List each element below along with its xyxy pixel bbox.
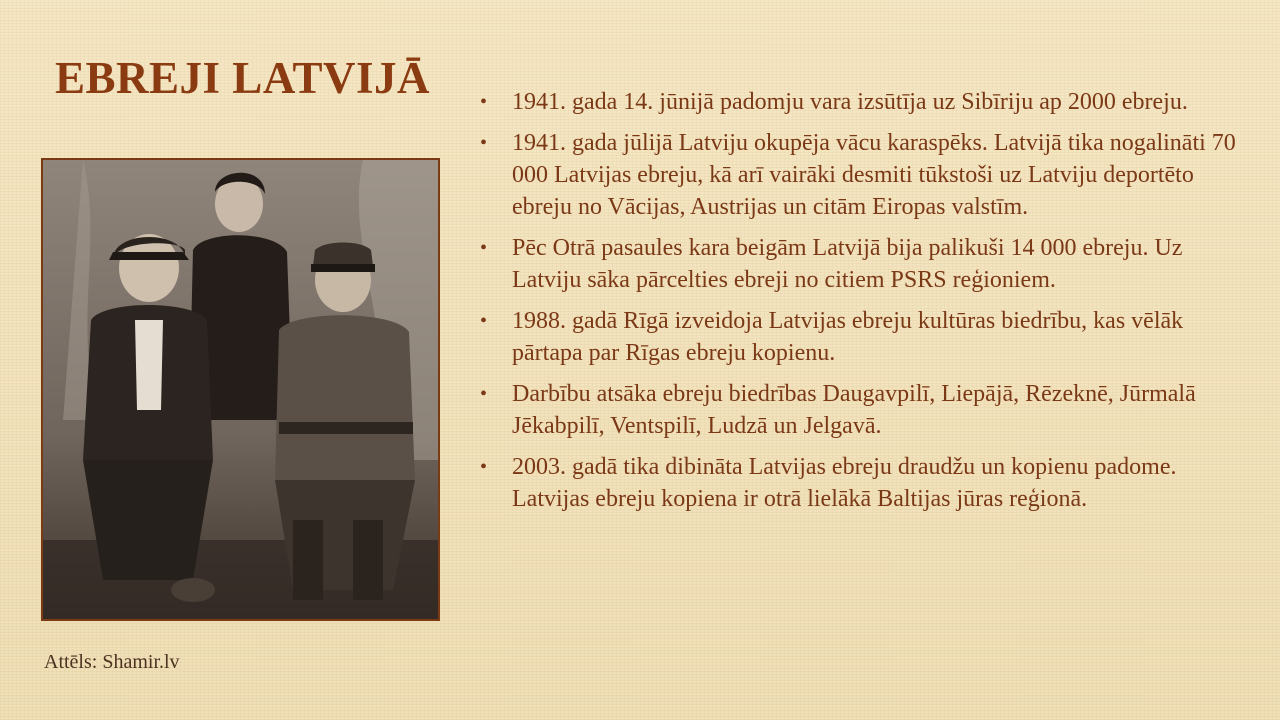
bullet-icon: • bbox=[480, 456, 488, 478]
bullet-item bbox=[478, 378, 1238, 442]
slide-title: EBREJI LATVIJĀ bbox=[55, 53, 430, 103]
bullet-icon: • bbox=[480, 132, 488, 154]
bullet-icon: • bbox=[480, 237, 488, 259]
bullet-list bbox=[478, 86, 1238, 524]
bullet-item bbox=[478, 127, 1238, 223]
bullet-text: 1941. gada 14. jūnijā padomju vara izsūtīja uz Sibīriju ap 2000 ebreju. bbox=[512, 89, 1188, 115]
historical-photo bbox=[41, 158, 440, 621]
bullet-text: 1988. gadā Rīgā izveidoja Latvijas ebreju kultūras biedrību, kas vēlāk pārtapa par Rīgas ebreju kopienu. bbox=[512, 308, 1184, 366]
bullet-icon: • bbox=[480, 383, 488, 405]
photo-image bbox=[43, 160, 438, 619]
bullet-text: 1941. gada jūlijā Latviju okupēja vācu karaspēks. Latvijā tika nogalināti 70 000 Latvijas ebreju, kā arī vairāki desmiti tūkstoši uz Latviju deportēto ebreju no Vācijas, Austrijas un citām Eiropas valstīm. bbox=[512, 130, 1236, 220]
bullet-item bbox=[478, 305, 1238, 369]
bullet-icon: • bbox=[480, 91, 488, 113]
bullet-text: 2003. gadā tika dibināta Latvijas ebreju draudžu un kopienu padome. Latvijas ebreju kopiena ir otrā lielākā Baltijas jūras reģionā. bbox=[512, 454, 1177, 512]
bullet-text: Darbību atsāka ebreju biedrības Daugavpilī, Liepājā, Rēzeknē, Jūrmalā Jēkabpilī, Ventspilī, Ludzā un Jelgavā. bbox=[512, 381, 1196, 439]
bullet-item bbox=[478, 451, 1238, 515]
bullet-icon: • bbox=[480, 310, 488, 332]
bullet-text: Pēc Otrā pasaules kara beigām Latvijā bija palikuši 14 000 ebreju. Uz Latviju sāka pārcelties ebreji no citiem PSRS reģioniem. bbox=[512, 235, 1183, 293]
bullet-item bbox=[478, 232, 1238, 296]
bullet-item bbox=[478, 86, 1238, 118]
photo-caption: Attēls: Shamir.lv bbox=[44, 651, 180, 673]
